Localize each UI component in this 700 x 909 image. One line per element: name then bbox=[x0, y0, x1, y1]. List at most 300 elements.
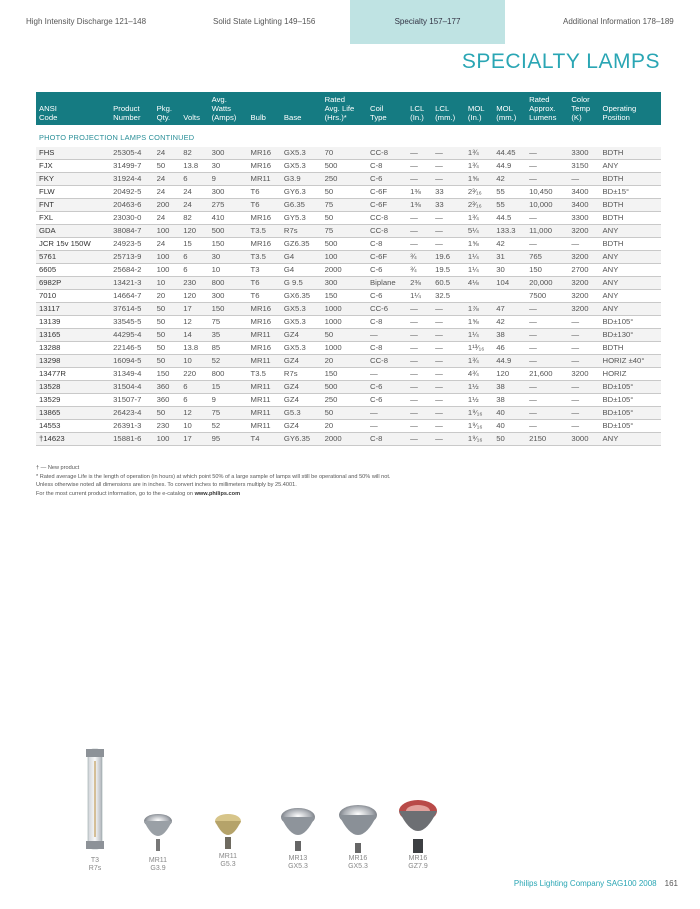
table-row bbox=[36, 186, 661, 199]
table-cell: — bbox=[568, 381, 599, 394]
table-cell: BDTH bbox=[600, 212, 661, 225]
table-cell: G4 bbox=[281, 251, 322, 264]
table-cell: GZ4 bbox=[281, 420, 322, 433]
table-cell: — bbox=[407, 420, 432, 433]
table-cell: 40 bbox=[493, 407, 526, 420]
table-cell: C-6 bbox=[367, 381, 407, 394]
table-cell: 10,000 bbox=[526, 199, 568, 212]
table-cell: MR11 bbox=[248, 420, 281, 433]
table-cell: — bbox=[407, 368, 432, 381]
table-cell: — bbox=[407, 433, 432, 446]
table-cell: 33 bbox=[432, 199, 465, 212]
table-cell: 17 bbox=[180, 303, 208, 316]
table-cell: 75 bbox=[322, 199, 367, 212]
column-header: (Hrs.)* bbox=[322, 113, 367, 125]
table-cell: 7500 bbox=[526, 290, 568, 303]
table-cell: — bbox=[367, 420, 407, 433]
column-header bbox=[281, 104, 322, 113]
table-cell: — bbox=[407, 147, 432, 160]
table-row bbox=[36, 225, 661, 238]
table-cell: C-6F bbox=[367, 251, 407, 264]
table-cell: 70 bbox=[322, 147, 367, 160]
table-cell: — bbox=[407, 329, 432, 342]
table-cell: ANY bbox=[600, 264, 661, 277]
column-header: Code bbox=[36, 113, 110, 125]
table-cell: G5.3 bbox=[281, 407, 322, 420]
table-cell: BD±105° bbox=[600, 316, 661, 329]
table-cell: R7s bbox=[281, 368, 322, 381]
table-cell: 60.5 bbox=[432, 277, 465, 290]
table-cell: 30 bbox=[209, 160, 248, 173]
table-cell: MR11 bbox=[248, 355, 281, 368]
table-cell: 150 bbox=[209, 238, 248, 251]
table-cell: — bbox=[568, 420, 599, 433]
table-cell: 3150 bbox=[568, 160, 599, 173]
table-cell: 2000 bbox=[322, 433, 367, 446]
table-cell: 31924-4 bbox=[110, 173, 153, 186]
table-cell: T3.5 bbox=[248, 251, 281, 264]
table-cell: C-8 bbox=[367, 342, 407, 355]
mr11-g39-lamp bbox=[144, 814, 172, 851]
table-cell: 50 bbox=[154, 316, 181, 329]
column-header: (mm.) bbox=[432, 113, 465, 125]
t3-lamp bbox=[86, 749, 104, 849]
table-cell: BDTH bbox=[600, 199, 661, 212]
table-cell: 31504-4 bbox=[110, 381, 153, 394]
column-header bbox=[154, 92, 181, 104]
column-header bbox=[180, 104, 208, 113]
table-row bbox=[36, 251, 661, 264]
table-cell: 100 bbox=[154, 433, 181, 446]
table-cell: 1⅝ bbox=[465, 173, 493, 186]
table-cell: JCR 15v 150W bbox=[36, 238, 110, 251]
table-row bbox=[36, 264, 661, 277]
column-header bbox=[493, 92, 526, 104]
table-cell: 37614-5 bbox=[110, 303, 153, 316]
table-cell: 100 bbox=[154, 264, 181, 277]
table-cell: 1⅞ bbox=[465, 303, 493, 316]
table-cell: †14623 bbox=[36, 433, 110, 446]
table-cell: — bbox=[526, 238, 568, 251]
table-cell: 150 bbox=[322, 290, 367, 303]
table-cell: 38 bbox=[493, 381, 526, 394]
table-cell: GX5.3 bbox=[281, 316, 322, 329]
table-cell: 40 bbox=[493, 420, 526, 433]
table-cell: — bbox=[407, 225, 432, 238]
table-cell: 23030-0 bbox=[110, 212, 153, 225]
column-header: (In.) bbox=[465, 113, 493, 125]
table-cell: 82 bbox=[180, 212, 208, 225]
table-cell: 6 bbox=[180, 394, 208, 407]
header-row-bot bbox=[36, 113, 661, 125]
table-cell: 133.3 bbox=[493, 225, 526, 238]
table-cell: 46 bbox=[493, 342, 526, 355]
column-header bbox=[407, 92, 432, 104]
table-cell: 31349-4 bbox=[110, 368, 153, 381]
table-cell: 1¼ bbox=[407, 290, 432, 303]
table-cell: 1⅝ bbox=[465, 316, 493, 329]
table-cell: GX5.3 bbox=[281, 303, 322, 316]
table-cell: 1⁹⁄₁₆ bbox=[465, 420, 493, 433]
table-cell: 10,450 bbox=[526, 186, 568, 199]
table-cell: 1¼ bbox=[465, 329, 493, 342]
table-cell: 765 bbox=[526, 251, 568, 264]
table-cell: 3400 bbox=[568, 199, 599, 212]
table-cell: 47 bbox=[493, 303, 526, 316]
table-cell: MR16 bbox=[248, 238, 281, 251]
footer-company: Philips Lighting Company SAG100 2008 bbox=[513, 879, 657, 888]
tab-additional-information[interactable]: Additional Information 178–189 bbox=[563, 17, 674, 26]
column-header: Avg. bbox=[209, 92, 248, 104]
table-cell: 500 bbox=[322, 238, 367, 251]
table-cell: 52 bbox=[209, 420, 248, 433]
table-cell: 1000 bbox=[322, 303, 367, 316]
lamp-type: MR11 bbox=[218, 853, 238, 860]
table-cell: 50 bbox=[154, 303, 181, 316]
table-cell: — bbox=[432, 342, 465, 355]
table-cell: 6 bbox=[180, 251, 208, 264]
table-cell: GDA bbox=[36, 225, 110, 238]
table-cell: 30 bbox=[493, 264, 526, 277]
table-cell: 150 bbox=[526, 264, 568, 277]
column-header: LCL bbox=[407, 104, 432, 113]
table-cell: — bbox=[407, 342, 432, 355]
table-cell: 410 bbox=[209, 212, 248, 225]
lamp-label-mr11-g53 bbox=[203, 853, 253, 869]
table-cell: 24 bbox=[180, 199, 208, 212]
table-row bbox=[36, 303, 661, 316]
table-cell: 100 bbox=[322, 251, 367, 264]
table-cell: 800 bbox=[209, 368, 248, 381]
section-row bbox=[36, 125, 661, 147]
table-cell: ANY bbox=[600, 433, 661, 446]
column-header: Volts bbox=[180, 113, 208, 125]
table-cell: 50 bbox=[154, 342, 181, 355]
table-cell: 15 bbox=[180, 238, 208, 251]
table-cell: — bbox=[432, 212, 465, 225]
table-cell: 31507-7 bbox=[110, 394, 153, 407]
section-tabs bbox=[0, 0, 700, 44]
table-cell: — bbox=[526, 355, 568, 368]
table-cell: 20 bbox=[154, 290, 181, 303]
table-cell: 250 bbox=[322, 173, 367, 186]
table-cell: ANY bbox=[600, 290, 661, 303]
table-cell: C-8 bbox=[367, 316, 407, 329]
table-cell: 15 bbox=[209, 381, 248, 394]
table-cell: — bbox=[432, 225, 465, 238]
table-cell: — bbox=[432, 355, 465, 368]
column-header: (Amps) bbox=[209, 113, 248, 125]
table-cell: 24 bbox=[154, 147, 181, 160]
table-cell: HORIZ ±40° bbox=[600, 355, 661, 368]
table-cell: FHS bbox=[36, 147, 110, 160]
table-cell: 2000 bbox=[322, 264, 367, 277]
column-header: Pkg. bbox=[154, 104, 181, 113]
table-cell: 13477R bbox=[36, 368, 110, 381]
table-cell: GZ4 bbox=[281, 381, 322, 394]
page-title: SPECIALTY LAMPS bbox=[461, 50, 660, 73]
table-cell: — bbox=[568, 394, 599, 407]
table-cell: 50 bbox=[154, 329, 181, 342]
lamp-base: G3.9 bbox=[150, 865, 166, 872]
lamp-label-mr16-gx53 bbox=[333, 855, 383, 871]
table-cell: 13528 bbox=[36, 381, 110, 394]
column-header bbox=[110, 92, 153, 104]
column-header: Rated bbox=[322, 92, 367, 104]
footnote-ecatalog bbox=[36, 490, 390, 499]
column-header bbox=[180, 92, 208, 104]
table-cell: 3200 bbox=[568, 277, 599, 290]
table-cell: 2⅜ bbox=[407, 277, 432, 290]
table-cell: 3400 bbox=[568, 186, 599, 199]
table-cell: 1⅜ bbox=[407, 186, 432, 199]
table-cell: 13117 bbox=[36, 303, 110, 316]
table-cell: MR11 bbox=[248, 381, 281, 394]
table-cell: — bbox=[526, 173, 568, 186]
table-cell: 5¼ bbox=[465, 225, 493, 238]
table-cell: — bbox=[568, 342, 599, 355]
column-header: (K) bbox=[568, 113, 599, 125]
table-cell: G6.35 bbox=[281, 199, 322, 212]
table-cell: BD±105° bbox=[600, 381, 661, 394]
table-cell: 50 bbox=[322, 212, 367, 225]
column-header: Number bbox=[110, 113, 153, 125]
table-cell: 44.9 bbox=[493, 160, 526, 173]
column-header bbox=[367, 92, 407, 104]
table-cell: BDTH bbox=[600, 173, 661, 186]
table-cell: — bbox=[526, 407, 568, 420]
table-row bbox=[36, 238, 661, 251]
table-cell: 10 bbox=[209, 264, 248, 277]
table-cell: 13421-3 bbox=[110, 277, 153, 290]
table-cell: 1¼ bbox=[465, 264, 493, 277]
table-cell: — bbox=[432, 173, 465, 186]
table-cell: ¾ bbox=[407, 251, 432, 264]
table-cell: 38 bbox=[493, 394, 526, 407]
table-cell: 1½ bbox=[465, 394, 493, 407]
table-cell: ¾ bbox=[407, 264, 432, 277]
table-cell: 24 bbox=[154, 186, 181, 199]
table-cell: — bbox=[407, 355, 432, 368]
table-cell: 6982P bbox=[36, 277, 110, 290]
column-header: Operating bbox=[600, 104, 661, 113]
table-cell: — bbox=[407, 238, 432, 251]
table-cell: 3200 bbox=[568, 251, 599, 264]
table-cell: 30 bbox=[209, 251, 248, 264]
table-cell: — bbox=[526, 147, 568, 160]
table-cell: 50 bbox=[154, 407, 181, 420]
table-cell: GX6.35 bbox=[281, 290, 322, 303]
table-cell: 26391-3 bbox=[110, 420, 153, 433]
table-cell: — bbox=[568, 316, 599, 329]
table-cell: 50 bbox=[322, 407, 367, 420]
tab-high-intensity-discharge[interactable]: High Intensity Discharge 121–148 bbox=[26, 17, 147, 26]
table-cell: 42 bbox=[493, 173, 526, 186]
table-cell: 300 bbox=[209, 147, 248, 160]
table-cell: 55 bbox=[493, 199, 526, 212]
table-cell: 2³⁄₁₆ bbox=[465, 186, 493, 199]
table-cell: MR11 bbox=[248, 329, 281, 342]
table-cell: 13288 bbox=[36, 342, 110, 355]
table-cell: T3.5 bbox=[248, 225, 281, 238]
table-cell: 3200 bbox=[568, 368, 599, 381]
table-cell: 3300 bbox=[568, 212, 599, 225]
table-cell: 50 bbox=[154, 355, 181, 368]
column-header: Base bbox=[281, 113, 322, 125]
column-header: Watts bbox=[209, 104, 248, 113]
lamp-type: MR16 bbox=[348, 855, 368, 862]
column-header: Coil bbox=[367, 104, 407, 113]
table-cell: G3.9 bbox=[281, 173, 322, 186]
table-row bbox=[36, 381, 661, 394]
table-cell: — bbox=[526, 381, 568, 394]
table-cell: 35 bbox=[209, 329, 248, 342]
table-cell: 13139 bbox=[36, 316, 110, 329]
table-row bbox=[36, 407, 661, 420]
table-cell: 13165 bbox=[36, 329, 110, 342]
tab-specialty[interactable]: Specialty 157–177 bbox=[350, 0, 505, 44]
table-cell: 1¾ bbox=[465, 212, 493, 225]
table-cell: 32.5 bbox=[432, 290, 465, 303]
table-cell: ANY bbox=[600, 303, 661, 316]
table-row bbox=[36, 394, 661, 407]
table-row bbox=[36, 433, 661, 446]
table-cell: 13529 bbox=[36, 394, 110, 407]
table-cell: 11,000 bbox=[526, 225, 568, 238]
philips-link[interactable]: www.philips.com bbox=[194, 490, 241, 497]
table-cell: 360 bbox=[154, 394, 181, 407]
table-cell: MR16 bbox=[248, 316, 281, 329]
table-cell: T3 bbox=[248, 264, 281, 277]
table-cell: 33 bbox=[432, 186, 465, 199]
table-cell: 20463-6 bbox=[110, 199, 153, 212]
lamp-type: T3 bbox=[90, 857, 100, 864]
table-cell: CC-8 bbox=[367, 212, 407, 225]
table-cell: BDTH bbox=[600, 147, 661, 160]
table-cell: C-6 bbox=[367, 264, 407, 277]
column-header: Rated bbox=[526, 92, 568, 104]
table-cell: — bbox=[407, 173, 432, 186]
table-cell: 75 bbox=[322, 225, 367, 238]
table-row bbox=[36, 355, 661, 368]
table-cell: 25713-9 bbox=[110, 251, 153, 264]
table-cell: 31 bbox=[493, 251, 526, 264]
table-cell: — bbox=[432, 316, 465, 329]
table-row bbox=[36, 212, 661, 225]
lamp-base: R7s bbox=[88, 865, 102, 872]
lamp-label-mr16-gz79 bbox=[393, 855, 443, 871]
table-cell: 300 bbox=[209, 290, 248, 303]
table-cell: — bbox=[568, 238, 599, 251]
table-cell: G4 bbox=[281, 264, 322, 277]
table-cell: ANY bbox=[600, 225, 661, 238]
table-cell: BD±15° bbox=[600, 186, 661, 199]
table-cell: ANY bbox=[600, 160, 661, 173]
table-cell: — bbox=[432, 147, 465, 160]
lamp-type: MR11 bbox=[148, 857, 168, 864]
table-cell: R7s bbox=[281, 225, 322, 238]
table-cell: CC-8 bbox=[367, 355, 407, 368]
table-cell: 12 bbox=[180, 407, 208, 420]
table-cell: — bbox=[432, 433, 465, 446]
table-cell: 150 bbox=[154, 368, 181, 381]
page-footer bbox=[514, 879, 678, 888]
table-cell: 52 bbox=[209, 355, 248, 368]
table-cell: FXL bbox=[36, 212, 110, 225]
table-cell: 85 bbox=[209, 342, 248, 355]
footnote-ecatalog-text: For the most current product information, go to the e-catalog on bbox=[36, 490, 195, 497]
table-cell: 6605 bbox=[36, 264, 110, 277]
table-cell: 200 bbox=[154, 199, 181, 212]
table-cell: 1¼ bbox=[465, 251, 493, 264]
column-header: Position bbox=[600, 113, 661, 125]
table-row bbox=[36, 199, 661, 212]
table-cell: C-6 bbox=[367, 290, 407, 303]
table-cell: — bbox=[367, 407, 407, 420]
table-cell: 230 bbox=[180, 277, 208, 290]
table-cell: 4⅛ bbox=[465, 277, 493, 290]
table-cell: 26423-4 bbox=[110, 407, 153, 420]
footnote-rated-life: * Rated average Life is the length of operation (in hours) at which point 50% of a large sample of lamps will still be operational and 50% will not. bbox=[36, 473, 391, 480]
table-cell: 1¾ bbox=[465, 355, 493, 368]
table-cell: — bbox=[432, 381, 465, 394]
table-cell: C-6 bbox=[367, 173, 407, 186]
column-header: Avg. Life bbox=[322, 104, 367, 113]
table-body bbox=[36, 125, 661, 446]
table-cell: — bbox=[407, 394, 432, 407]
table-cell: 50 bbox=[322, 329, 367, 342]
table-cell: 13865 bbox=[36, 407, 110, 420]
table-cell: 500 bbox=[322, 381, 367, 394]
table-cell: 44295-4 bbox=[110, 329, 153, 342]
table-cell: — bbox=[526, 303, 568, 316]
column-header: Qty. bbox=[154, 113, 181, 125]
table-cell: 230 bbox=[154, 420, 181, 433]
table-cell: CC-8 bbox=[367, 225, 407, 238]
table-cell: T6 bbox=[248, 277, 281, 290]
table-cell: 75 bbox=[209, 407, 248, 420]
header-row-top bbox=[36, 92, 661, 104]
table-cell: MR11 bbox=[248, 394, 281, 407]
table-cell: GY6.3 bbox=[281, 186, 322, 199]
column-header bbox=[248, 92, 281, 104]
table-cell: ANY bbox=[600, 251, 661, 264]
table-cell: 14553 bbox=[36, 420, 110, 433]
table-cell: C-6F bbox=[367, 186, 407, 199]
table-cell: CC-6 bbox=[367, 303, 407, 316]
table-cell: 360 bbox=[154, 381, 181, 394]
table-cell: 25684-2 bbox=[110, 264, 153, 277]
table-cell: 500 bbox=[209, 225, 248, 238]
table-cell: 6 bbox=[180, 381, 208, 394]
tab-solid-state-lighting[interactable]: Solid State Lighting 149–156 bbox=[213, 17, 316, 26]
table-cell: — bbox=[526, 394, 568, 407]
footnote-dimensions: Unless otherwise noted all dimensions are in inches. To convert inches to millimeters multiply by 25.4001. bbox=[36, 482, 297, 488]
table-cell: 19.6 bbox=[432, 251, 465, 264]
table-cell: 15881-6 bbox=[110, 433, 153, 446]
table-cell: 1½ bbox=[465, 381, 493, 394]
table-row bbox=[36, 420, 661, 433]
table-cell: 17 bbox=[180, 433, 208, 446]
table-cell: 24 bbox=[154, 173, 181, 186]
lamp-label-t3 bbox=[70, 857, 120, 873]
table-cell: 500 bbox=[322, 160, 367, 173]
table-cell: FKY bbox=[36, 173, 110, 186]
table-cell: 12 bbox=[180, 316, 208, 329]
table-cell: 120 bbox=[493, 368, 526, 381]
column-header: MOL bbox=[465, 104, 493, 113]
table-cell bbox=[493, 290, 526, 303]
